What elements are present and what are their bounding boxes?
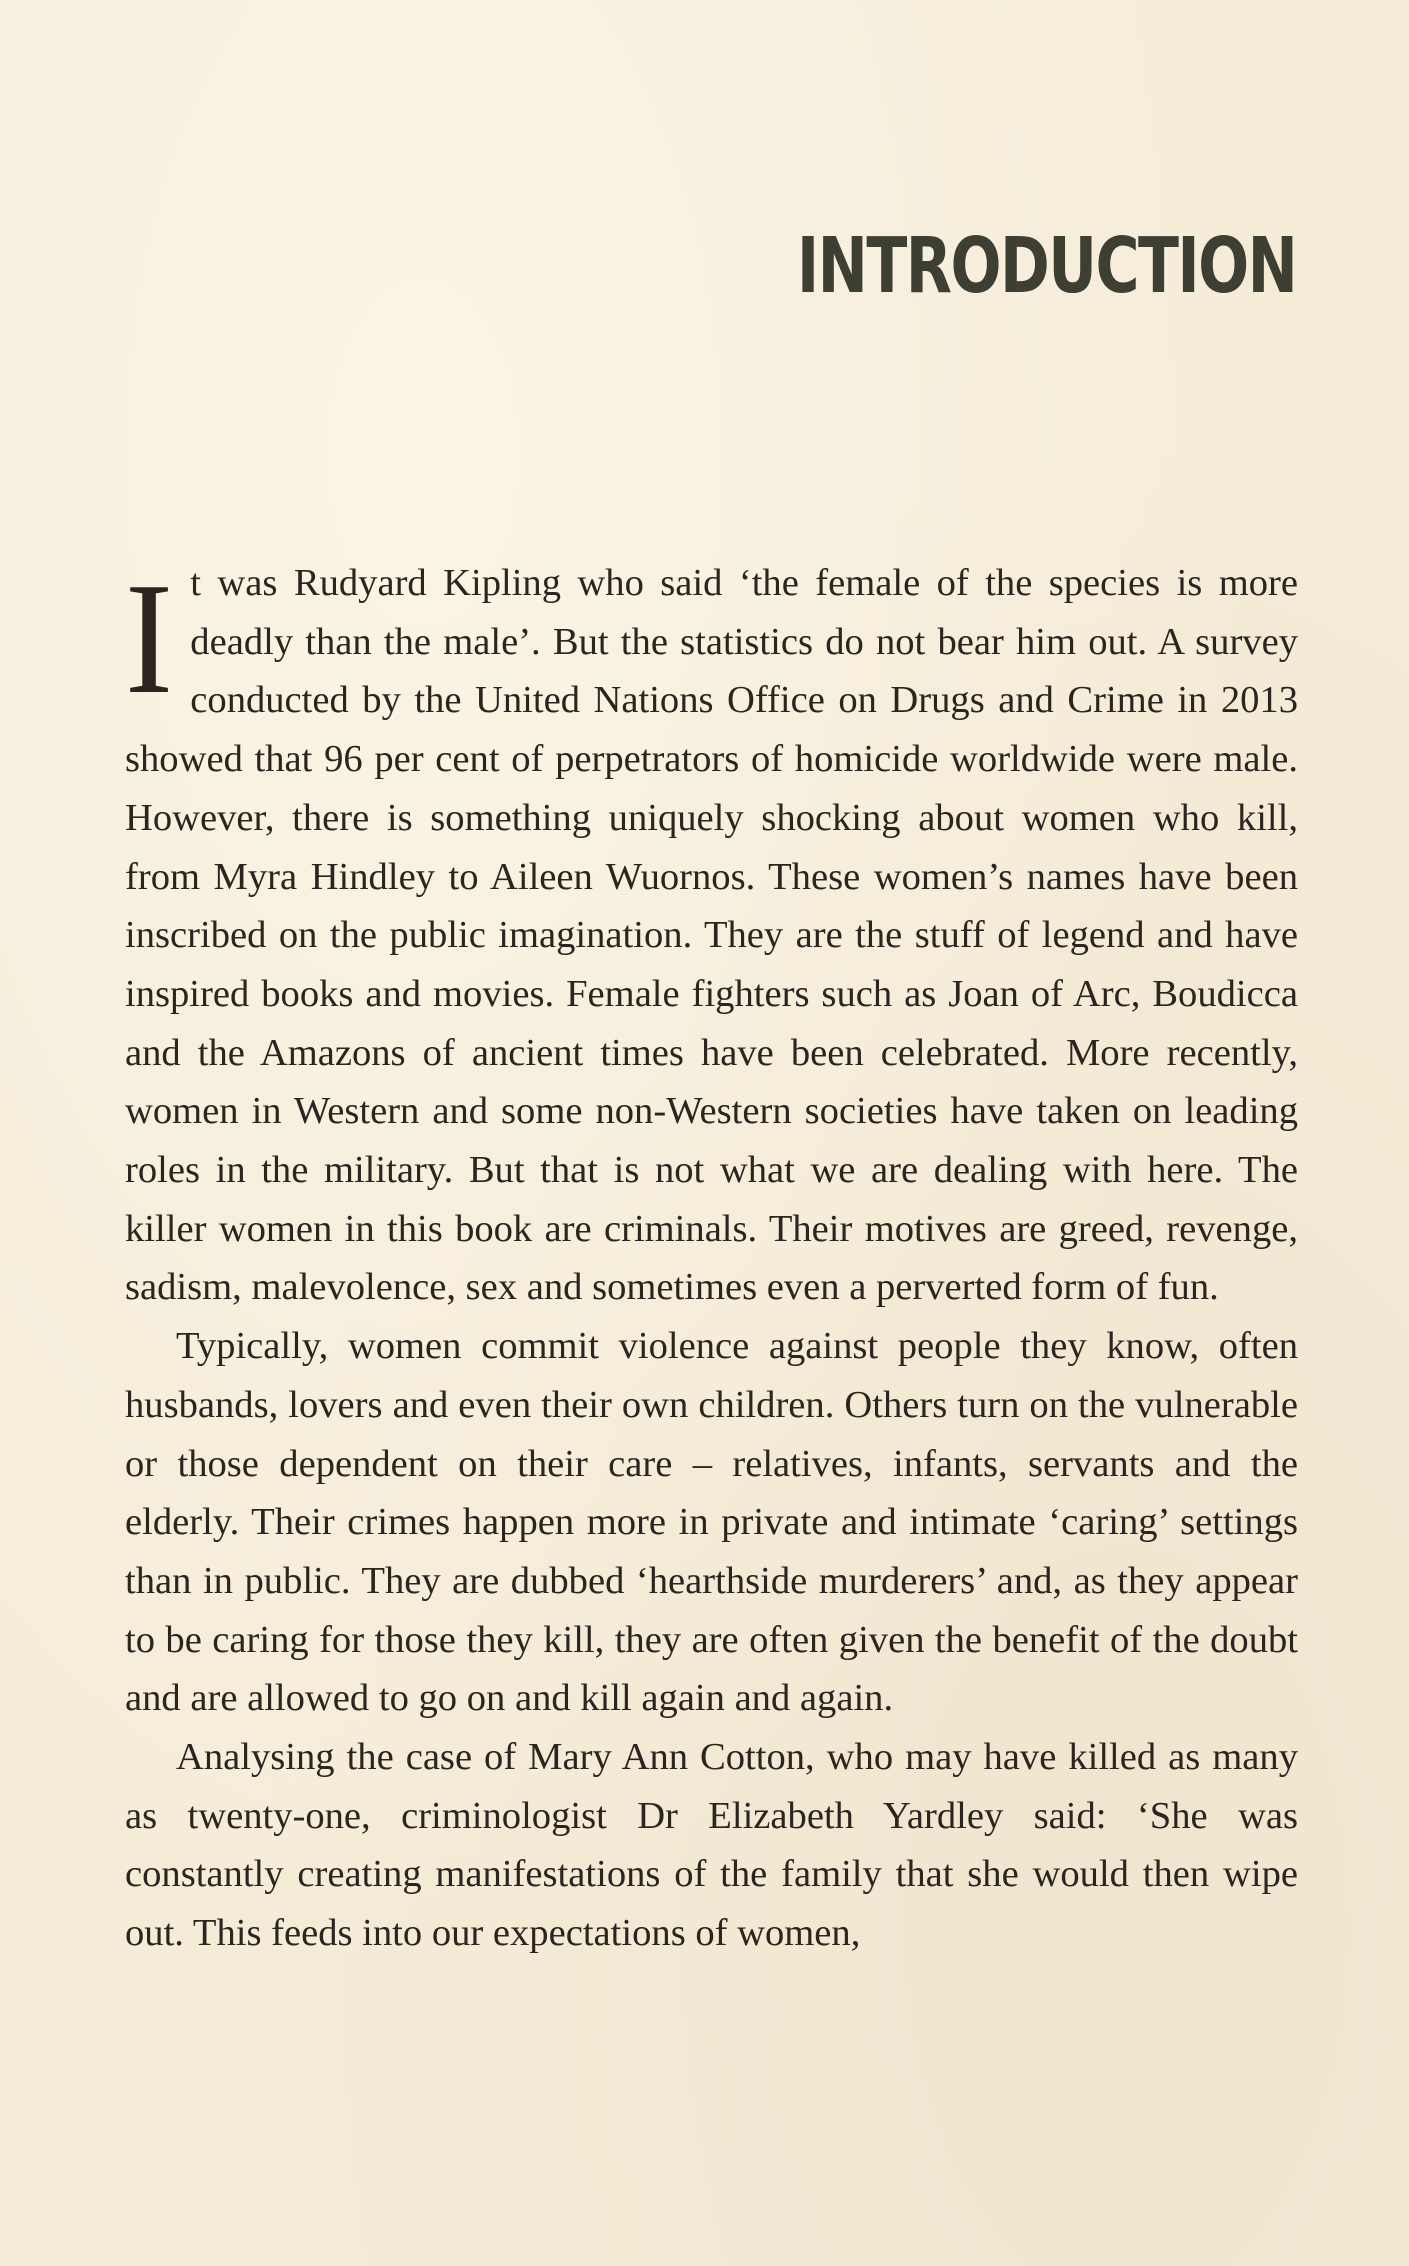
body-text — [125, 549, 1298, 1963]
paragraph-2: Typically, women commit violence against people they know, often husbands, lovers and even their own children. Others turn on the vulnerable or those dependent on their care – relatives, infants, servants and the elderly. Their crimes happen more in private and intimate ‘caring’ settings than in public. They are dubbed ‘hearthside murderers’ and, as they appear to be caring for those they kill, they are often given the benefit of the doubt and are allowed to go on and kill again and again. — [125, 1325, 1298, 1720]
paragraph-1 — [125, 549, 1298, 1317]
chapter-heading: INTRODUCTION — [796, 222, 1296, 311]
paragraph-1-text: t was Rudyard Kipling who said ‘the female of the species is more deadly than the male’. But the statistics do not bear him out. A survey conducted by the United Nations Office on Drugs and Crime in 2013 showed that 96 per cent of perpetrators of homicide worldwide were male. However, there is something uniquely shocking about women who kill, from Myra Hindley to Aileen Wuornos. These women’s names have been inscribed on the public imagination. They are the stuff of legend and have inspired books and movies. Female fighters such as Joan of Arc, Boudicca and the Amazons of ancient times have been celebrated. More recently, women in Western and some non-Western societies have taken on leading roles in the military. But that is not what we are dealing with here. The killer women in this book are criminals. Their motives are greed, revenge, sadism, malevolence, sex and sometimes even a perverted form of fun. — [125, 562, 1298, 1309]
drop-cap: I — [125, 549, 173, 727]
paragraph-3: Analysing the case of Mary Ann Cotton, who may have killed as many as twenty-one, criminologist Dr Elizabeth Yardley said: ‘She was constantly creating manifestations of the family that she would then wipe out. This feeds into our expectations of women, — [125, 1736, 1298, 1955]
